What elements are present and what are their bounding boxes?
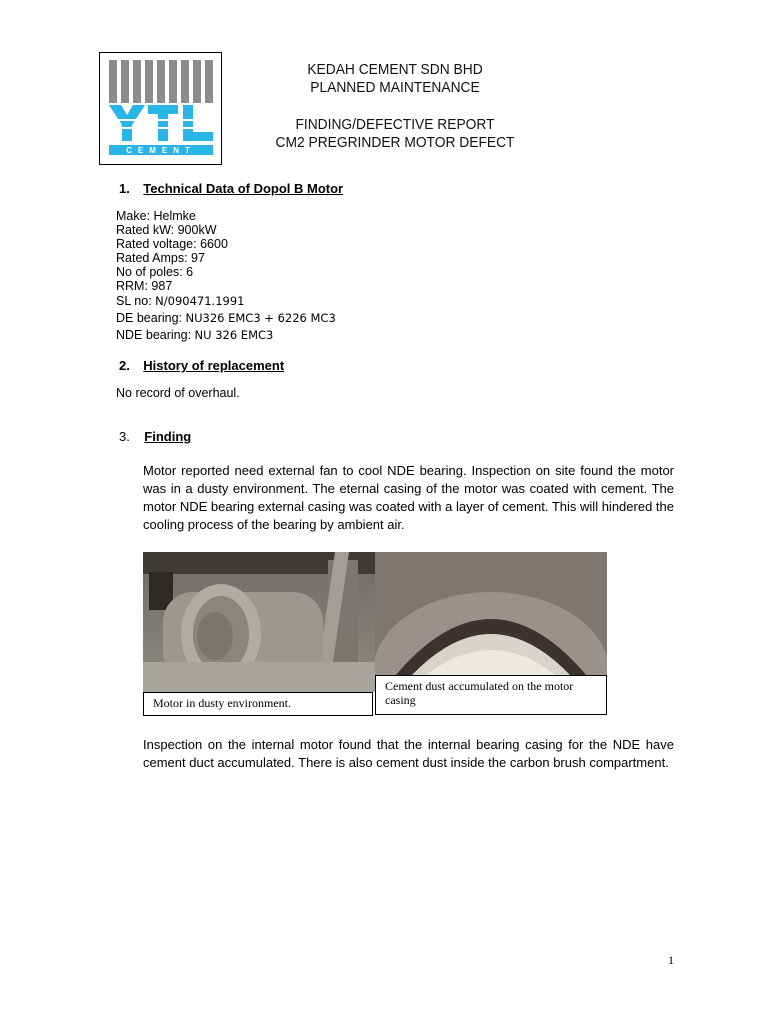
section-title: Technical Data of Dopol B Motor	[143, 181, 344, 196]
spec-rated-voltage: Rated voltage: 6600	[116, 237, 228, 251]
section-number: 2.	[119, 358, 130, 373]
section-2-heading	[119, 357, 284, 375]
report-type: FINDING/DEFECTIVE REPORT	[295, 116, 495, 133]
section-number: 1.	[119, 181, 130, 196]
section-number: 3.	[119, 429, 130, 444]
section-1-heading	[119, 180, 343, 198]
company-logo	[99, 52, 222, 165]
spec-rpm: RRM: 987	[116, 279, 173, 293]
photo-motor-dusty	[143, 552, 375, 692]
internal-inspection-paragraph: Inspection on the internal motor found that the internal bearing casing for the NDE have cement duct accumulated. There is also cement dust inside the carbon brush compartment.	[143, 737, 674, 770]
company-name: KEDAH CEMENT SDN BHD	[307, 61, 483, 78]
report-subject: CM2 PREGRINDER MOTOR DEFECT	[275, 134, 515, 151]
history-text: No record of overhaul.	[116, 386, 240, 400]
spec-rated-amps: Rated Amps: 97	[116, 251, 205, 265]
section-title: History of replacement	[143, 358, 285, 373]
caption-casing-dust: Cement dust accumulated on the motor casing	[375, 675, 607, 715]
ytl-cement-logo	[100, 53, 221, 164]
logo-text: CEMENT	[126, 146, 196, 155]
spec-rated-kw: Rated kW: 900kW	[116, 223, 217, 237]
section-title: Finding	[144, 429, 192, 444]
spec-serial-no: SL no: N/090471.1991	[116, 294, 245, 308]
section-3-heading	[119, 428, 191, 446]
spec-nde-bearing: NDE bearing: NU 326 EMC3	[116, 328, 274, 342]
caption-motor-dusty: Motor in dusty environment.	[143, 692, 373, 716]
page-number: 1	[668, 953, 674, 967]
photo-casing-dust	[375, 552, 607, 676]
spec-make: Make: Helmke	[116, 209, 196, 223]
finding-paragraph: Motor reported need external fan to cool NDE bearing. Inspection on site found the motor was in a dusty environment. The eternal casing of the motor was coated with cement. The motor NDE bearing external casing was coated with a layer of cement. This will hindered the cooling process of the bearing by ambient air.	[143, 463, 674, 532]
department-name: PLANNED MAINTENANCE	[310, 79, 480, 96]
spec-poles: No of poles: 6	[116, 265, 194, 279]
spec-de-bearing: DE bearing: NU326 EMC3 + 6226 MC3	[116, 311, 336, 325]
